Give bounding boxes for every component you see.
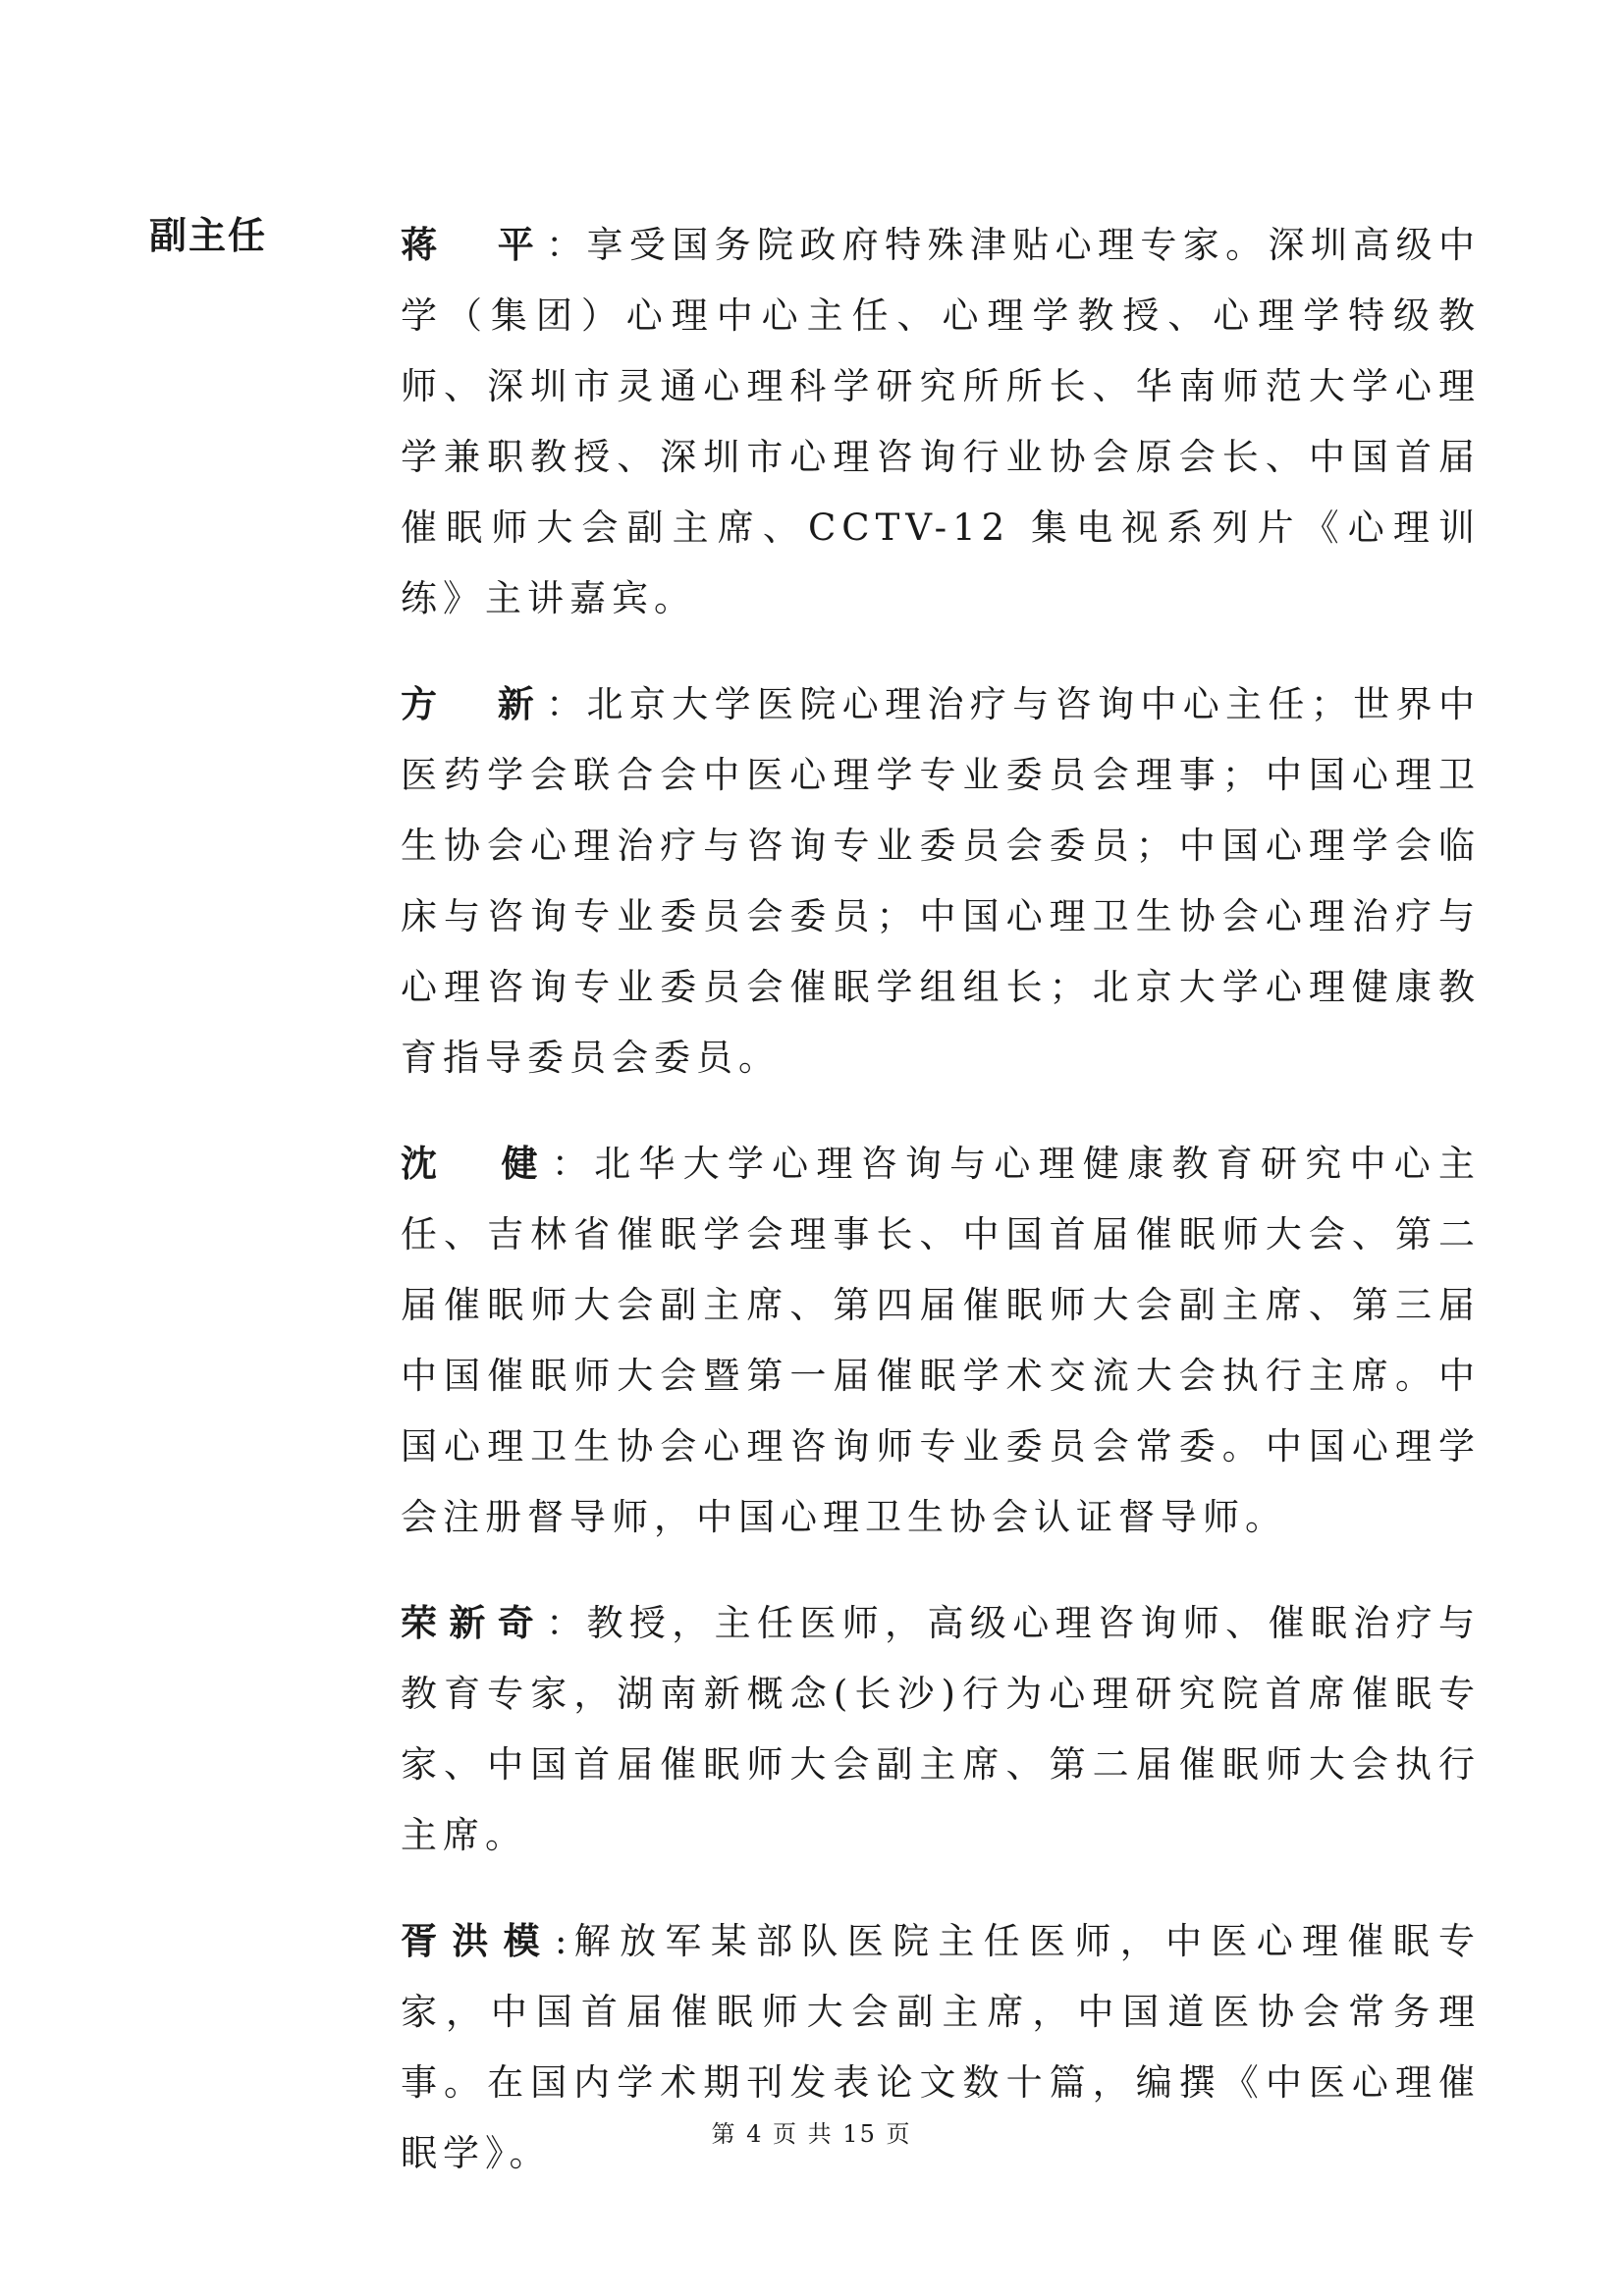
- member-entry: [401, 1129, 1481, 1553]
- member-bio: 北华大学心理咨询与心理健康教育研究中心主任、吉林省催眠学会理事长、中国首届催眠师大会、第二届催眠师大会副主席、第四届催眠师大会副主席、第三届中国催眠师大会暨第一届催眠学术交流大会执行主席。中国心理卫生协会心理咨询师专业委员会常委。中国心理学会注册督导师，中国心理卫生协会认证督导师。: [401, 1143, 1482, 1538]
- name-separator: ：: [546, 683, 587, 725]
- member-entry: [401, 1588, 1481, 1871]
- member-name: 沈 健: [401, 1143, 552, 1185]
- member-entry: [401, 669, 1481, 1094]
- page-number-footer: 第 4 页 共 15 页: [711, 2120, 912, 2148]
- role-label: 副主任: [149, 214, 268, 257]
- member-bio: 解放军某部队医院主任医师，中医心理催眠专家，中国首届催眠师大会副主席，中国道医协会常务理事。在国内学术期刊发表论文数十篇，编撰《中医心理催眠学》。: [401, 1920, 1482, 2174]
- member-name: 胥洪模: [401, 1920, 555, 1962]
- member-name: 方 新: [401, 683, 547, 725]
- member-name: 荣新奇: [401, 1602, 547, 1644]
- member-name: 蒋 平: [401, 224, 547, 266]
- member-entry: [401, 210, 1481, 634]
- member-bio: 享受国务院政府特殊津贴心理专家。深圳高级中学（集团）心理中心主任、心理学教授、心理学特级教师、深圳市灵通心理科学研究所所长、华南师范大学心理学兼职教授、深圳市心理咨询行业协会原会长、中国首届催眠师大会副主席、CCTV-12 集电视系列片《心理训练》主讲嘉宾。: [401, 224, 1481, 619]
- name-separator: ：: [546, 1602, 587, 1644]
- name-separator: ：: [546, 224, 587, 266]
- member-bio: 北京大学医院心理治疗与咨询中心主任；世界中医药学会联合会中医心理学专业委员会理事；中国心理卫生协会心理治疗与咨询专业委员会委员；中国心理学会临床与咨询专业委员会委员；中国心理卫生协会心理治疗与心理咨询专业委员会催眠学组组长；北京大学心理健康教育指导委员会委员。: [401, 683, 1481, 1079]
- member-entries: [401, 210, 1481, 2189]
- member-bio: 教授，主任医师，高级心理咨询师、催眠治疗与教育专家，湖南新概念(长沙)行为心理研究院首席催眠专家、中国首届催眠师大会副主席、第二届催眠师大会执行主席。: [401, 1602, 1481, 1856]
- name-separator: :: [554, 1920, 571, 1962]
- name-separator: ：: [551, 1143, 595, 1185]
